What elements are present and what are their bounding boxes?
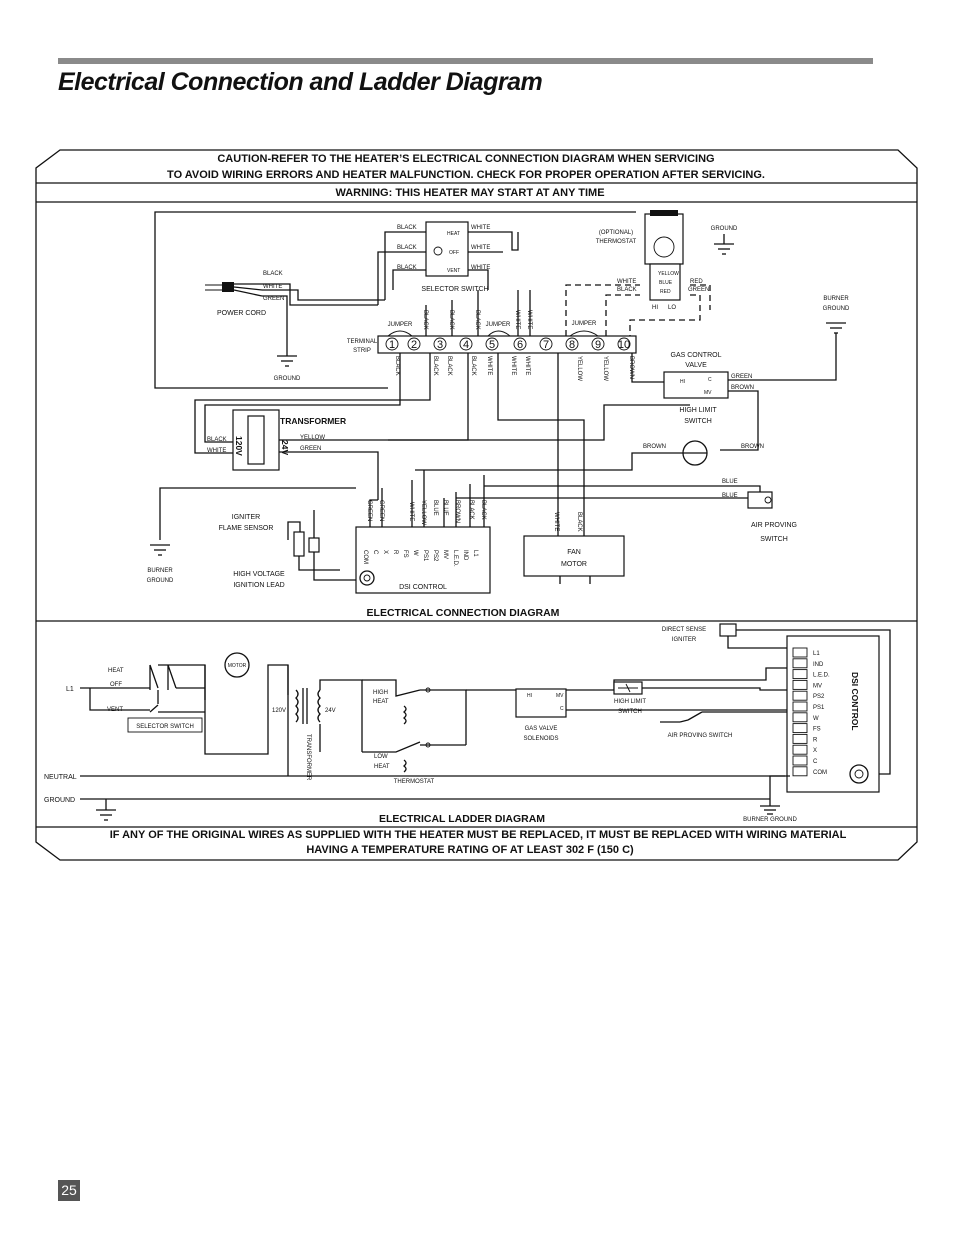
thermostat-hi: HI — [652, 305, 658, 311]
wire-label-red: RED — [690, 279, 703, 285]
high-limit-wiring — [642, 688, 790, 690]
wire-label-blue: BLUE — [722, 493, 738, 499]
ladder-dsi-terminal: MV — [813, 683, 822, 690]
ladder-air-proving: AIR PROVING SWITCH — [667, 733, 733, 739]
ladder-low-heat-1: LOW — [374, 754, 388, 760]
wire-label-white: WHITE — [263, 284, 283, 290]
ladder-dsi-terminal: COM — [813, 769, 827, 776]
ladder-dsi-terminal: R — [813, 737, 818, 744]
dsi-terminal: W — [412, 550, 418, 556]
svg-text:BLACK: BLACK — [470, 356, 476, 376]
igniter-label-2: FLAME SENSOR — [218, 525, 274, 532]
svg-text:BLACK: BLACK — [448, 310, 454, 330]
svg-text:YELLOW: YELLOW — [576, 356, 582, 382]
ladder-l1: L1 — [66, 686, 74, 693]
gas-control-valve-box — [664, 372, 728, 398]
transformer-24v: 24V — [280, 440, 290, 456]
wire-label-black: BLACK — [397, 245, 417, 251]
ladder-dsi-box — [787, 636, 879, 792]
ladder-diagram-title: ELECTRICAL LADDER DIAGRAM — [378, 813, 546, 825]
power-cord-label: POWER CORD — [217, 310, 266, 317]
dsi-terminal: IND — [462, 550, 468, 561]
wire-label-white: WHITE — [471, 245, 491, 251]
svg-text:WHITE: WHITE — [486, 356, 492, 376]
switch-position-heat: HEAT — [447, 231, 460, 237]
jumper-label: JUMPER — [571, 321, 597, 327]
dsi-terminal: L1 — [472, 550, 478, 557]
dsi-terminal: L.E.D. — [452, 550, 458, 567]
terminal-strip-label-1: TERMINAL — [346, 339, 378, 345]
warning-text: WARNING: THIS HEATER MAY START AT ANY TIME — [335, 187, 605, 199]
burner-ground-label-2: GROUND — [146, 578, 174, 584]
wire-label-brown: BROWN — [643, 444, 666, 450]
terminal-number: 1 — [388, 339, 396, 351]
dsi-terminal: FS — [402, 550, 408, 558]
connection-diagram — [147, 210, 850, 619]
terminal-number: 8 — [568, 339, 576, 351]
ladder-24v: 24V — [325, 708, 336, 714]
transformer-core — [248, 416, 264, 464]
ladder-dsi-terminal: L1 — [813, 651, 820, 657]
ladder-motor: MOTOR — [227, 663, 247, 669]
svg-text:WHITE: WHITE — [408, 502, 414, 522]
gas-control-valve-label-1: GAS CONTROL — [670, 352, 722, 359]
svg-text:BLACK: BLACK — [422, 310, 428, 330]
gas-valve-label-1: GAS VALVE — [524, 726, 558, 732]
wire-label-black: BLACK — [576, 512, 582, 532]
high-limit-label-2: SWITCH — [618, 709, 642, 715]
svg-text:BLUE: BLUE — [442, 500, 448, 516]
ladder-dsi-terminal: C — [813, 759, 818, 765]
wire-label-white: WHITE — [617, 279, 637, 285]
svg-text:BROWN: BROWN — [628, 356, 634, 379]
svg-text:BLACK: BLACK — [474, 310, 480, 330]
svg-text:BLACK: BLACK — [468, 500, 474, 520]
thermostat-wire-red: RED — [660, 289, 671, 295]
svg-text:BROWN: BROWN — [454, 500, 460, 523]
ground-label: GROUND — [710, 226, 738, 232]
svg-text:YELLOW: YELLOW — [602, 356, 608, 382]
hv-lead-label-2: IGNITION LEAD — [233, 582, 285, 589]
wire-label-black: BLACK — [617, 287, 637, 293]
ladder-diagram — [44, 624, 890, 825]
wire-label-brown: BROWN — [731, 385, 754, 391]
page-title: Electrical Connection and Ladder Diagram — [58, 68, 543, 96]
thermostat-wire-yellow: YELLOW — [658, 271, 679, 277]
wire-label-white: WHITE — [471, 225, 491, 231]
burner-ground-label-2: GROUND — [822, 306, 850, 312]
wire-label-yellow: YELLOW — [300, 435, 326, 441]
svg-text:GREEN: GREEN — [366, 500, 372, 522]
terminal-strip-label-2: STRIP — [353, 348, 371, 354]
caution-line-2: TO AVOID WIRING ERRORS AND HEATER MALFUNCTION. CHECK FOR PROPER OPERATION AFTER SERVICING. — [167, 169, 765, 181]
transformer-120v: 120V — [234, 436, 244, 456]
dsi-terminal: PS1 — [422, 550, 428, 562]
wire-label-black: BLACK — [207, 437, 227, 443]
optional-thermostat-label-1: (OPTIONAL) — [598, 230, 634, 236]
svg-text:BLACK: BLACK — [432, 356, 438, 376]
burner-ground-label-1: BURNER — [147, 568, 173, 574]
sol-hi: HI — [527, 693, 532, 699]
ground-icon — [96, 799, 116, 820]
selector-switch-contacts — [150, 665, 205, 712]
igniter-label-1: IGNITER — [231, 514, 261, 521]
ladder-ground: GROUND — [44, 797, 76, 804]
burner-ground-wire — [728, 333, 836, 380]
wire-label-white: WHITE — [471, 265, 491, 271]
ladder-dsi-terminal: IND — [813, 661, 824, 668]
switch-position-vent: VENT — [447, 268, 461, 274]
high-limit-label-1: HIGH LIMIT — [613, 699, 647, 705]
svg-text:WHITE: WHITE — [526, 310, 532, 330]
terminal-number: 5 — [488, 339, 496, 351]
ladder-transformer: TRANSFORMER — [305, 734, 311, 781]
svg-text:WHITE: WHITE — [510, 356, 516, 376]
switch-position-off: OFF — [449, 250, 459, 256]
jumper-wire — [488, 331, 510, 336]
valve-terminal-c: C — [708, 377, 712, 383]
dsi-terminal: COM — [362, 550, 368, 564]
ladder-high-heat-1: HIGH — [373, 690, 388, 696]
high-limit-label-1: HIGH LIMIT — [679, 407, 717, 414]
thermostat-wire-blue: BLUE — [659, 280, 673, 286]
svg-text:BLACK: BLACK — [480, 500, 486, 520]
jumper-label: JUMPER — [485, 322, 511, 328]
ladder-vent: VENT — [107, 707, 124, 713]
wire-label-white: WHITE — [553, 512, 559, 532]
motor-branch — [205, 665, 288, 776]
ladder-dsi-terminal: X — [813, 748, 818, 755]
ladder-selector-switch: SELECTOR SWITCH — [136, 724, 194, 730]
terminal-number: 3 — [436, 339, 444, 351]
caution-line-1: CAUTION-REFER TO THE HEATER’S ELECTRICAL CONNECTION DIAGRAM WHEN SERVICING — [217, 153, 715, 165]
air-proving-switch-icon — [748, 492, 772, 508]
footer-note-line-2: HAVING A TEMPERATURE RATING OF AT LEAST 302 F (150 C) — [306, 844, 634, 856]
svg-text:BLACK: BLACK — [394, 356, 400, 376]
fan-motor-label-2: MOTOR — [561, 561, 587, 568]
air-proving-contact — [660, 712, 790, 722]
svg-text:BLUE: BLUE — [432, 500, 438, 516]
ladder-dsi-terminal: PS1 — [813, 705, 825, 711]
power-cord-plug — [205, 282, 262, 296]
gas-control-valve-label-2: VALVE — [685, 362, 707, 369]
svg-text:BLACK: BLACK — [446, 356, 452, 376]
jumper-wire — [388, 331, 412, 336]
transformer-label: TRANSFORMER — [280, 416, 347, 426]
high-limit-switch-icon — [683, 441, 707, 465]
direct-sense-label-2: IGNITER — [671, 637, 697, 643]
power-cord-wires — [262, 284, 385, 356]
valve-brown-wire — [720, 391, 758, 450]
fan-motor-box — [524, 536, 624, 576]
air-proving-label-1: AIR PROVING — [751, 522, 797, 529]
sol-c: C — [560, 706, 564, 712]
ground-icon — [714, 234, 734, 254]
ground-icon — [150, 545, 170, 555]
page-number: 25 — [58, 1180, 80, 1201]
selector-switch-label: SELECTOR SWITCH — [421, 286, 489, 293]
wire-label-black: BLACK — [263, 271, 283, 277]
ground-icon — [760, 806, 780, 814]
terminal-number: 7 — [542, 339, 550, 351]
ladder-120v: 120V — [272, 708, 287, 714]
jumper-label: JUMPER — [387, 322, 413, 328]
wire-label-black: BLACK — [397, 225, 417, 231]
connection-diagram-title: ELECTRICAL CONNECTION DIAGRAM — [366, 607, 560, 619]
dsi-terminal: PS2 — [432, 550, 438, 562]
terminal-number: 4 — [462, 339, 470, 351]
wire-label-black: BLACK — [397, 265, 417, 271]
terminal-number: 2 — [410, 339, 418, 351]
air-proving-wiring — [456, 486, 760, 500]
wire-label-green: GREEN — [263, 296, 285, 302]
ladder-dsi-terminal: L.E.D. — [813, 672, 830, 679]
terminal-number: 9 — [594, 339, 602, 351]
optional-thermostat-label-2: THERMOSTAT — [595, 239, 637, 245]
thermostat-icon — [645, 210, 683, 300]
ground-label: GROUND — [273, 376, 301, 382]
ladder-heat: HEAT — [108, 668, 124, 674]
ladder-neutral: NEUTRAL — [44, 774, 77, 781]
valve-terminal-mv: MV — [704, 390, 712, 396]
thermostat-lo: LO — [668, 305, 677, 311]
ground-icon — [826, 323, 846, 333]
jumper-wire — [570, 331, 598, 336]
terminal-number: 6 — [516, 339, 524, 351]
svg-text:YELLOW: YELLOW — [420, 500, 426, 526]
ground-icon — [277, 356, 297, 366]
dsi-control-label: DSI CONTROL — [399, 584, 447, 591]
ladder-burner-ground: BURNER GROUND — [743, 817, 797, 823]
ladder-off: OFF — [110, 682, 122, 688]
svg-text:GREEN: GREEN — [378, 500, 384, 522]
wire-label-green: GREEN — [731, 374, 753, 380]
svg-text:WHITE: WHITE — [524, 356, 530, 376]
ladder-high-heat-2: HEAT — [373, 699, 389, 705]
hv-lead-label-1: HIGH VOLTAGE — [233, 571, 285, 578]
wire-label-white: WHITE — [207, 448, 227, 454]
outer-frame — [36, 150, 917, 860]
footer-note-line-1: IF ANY OF THE ORIGINAL WIRES AS SUPPLIED WITH THE HEATER MUST BE REPLACED, IT MUST BE REPLACED WITH WIRING MATERIAL — [109, 829, 847, 841]
dsi-terminal: X — [382, 550, 388, 555]
high-limit-label-2: SWITCH — [684, 418, 712, 425]
terminal-number: 10 — [617, 339, 631, 351]
ladder-dsi-label: DSI CONTROL — [850, 672, 860, 731]
sol-mv: MV — [556, 693, 564, 699]
ladder-dsi-terminal: PS2 — [813, 694, 825, 701]
wire-label-brown: BROWN — [741, 444, 764, 450]
fan-motor-label-1: FAN — [567, 549, 581, 556]
ladder-dsi-terminal: W — [813, 715, 819, 722]
wire-label-green: GREEN — [688, 287, 710, 293]
valve-terminal-hi: HI — [680, 379, 685, 385]
svg-text:WHITE: WHITE — [514, 310, 520, 330]
direct-sense-label-1: DIRECT SENSE — [661, 627, 707, 633]
air-proving-label-2: SWITCH — [760, 536, 788, 543]
ladder-thermostat: THERMOSTAT — [393, 779, 435, 785]
wire-label-green: GREEN — [300, 446, 322, 452]
ladder-dsi-terminal: FS — [813, 726, 821, 733]
ladder-low-heat-2: HEAT — [374, 764, 390, 770]
wire-label-blue: BLUE — [722, 479, 738, 485]
dsi-wire-labels — [366, 500, 486, 525]
dsi-terminal: MV — [442, 550, 448, 559]
igniter-flame-sensor-icon — [288, 510, 356, 580]
dsi-terminal: R — [392, 550, 398, 555]
burner-ground-label-1: BURNER — [823, 296, 849, 302]
dsi-terminal: C — [372, 550, 378, 555]
gas-valve-label-2: SOLENOIDS — [523, 736, 559, 742]
